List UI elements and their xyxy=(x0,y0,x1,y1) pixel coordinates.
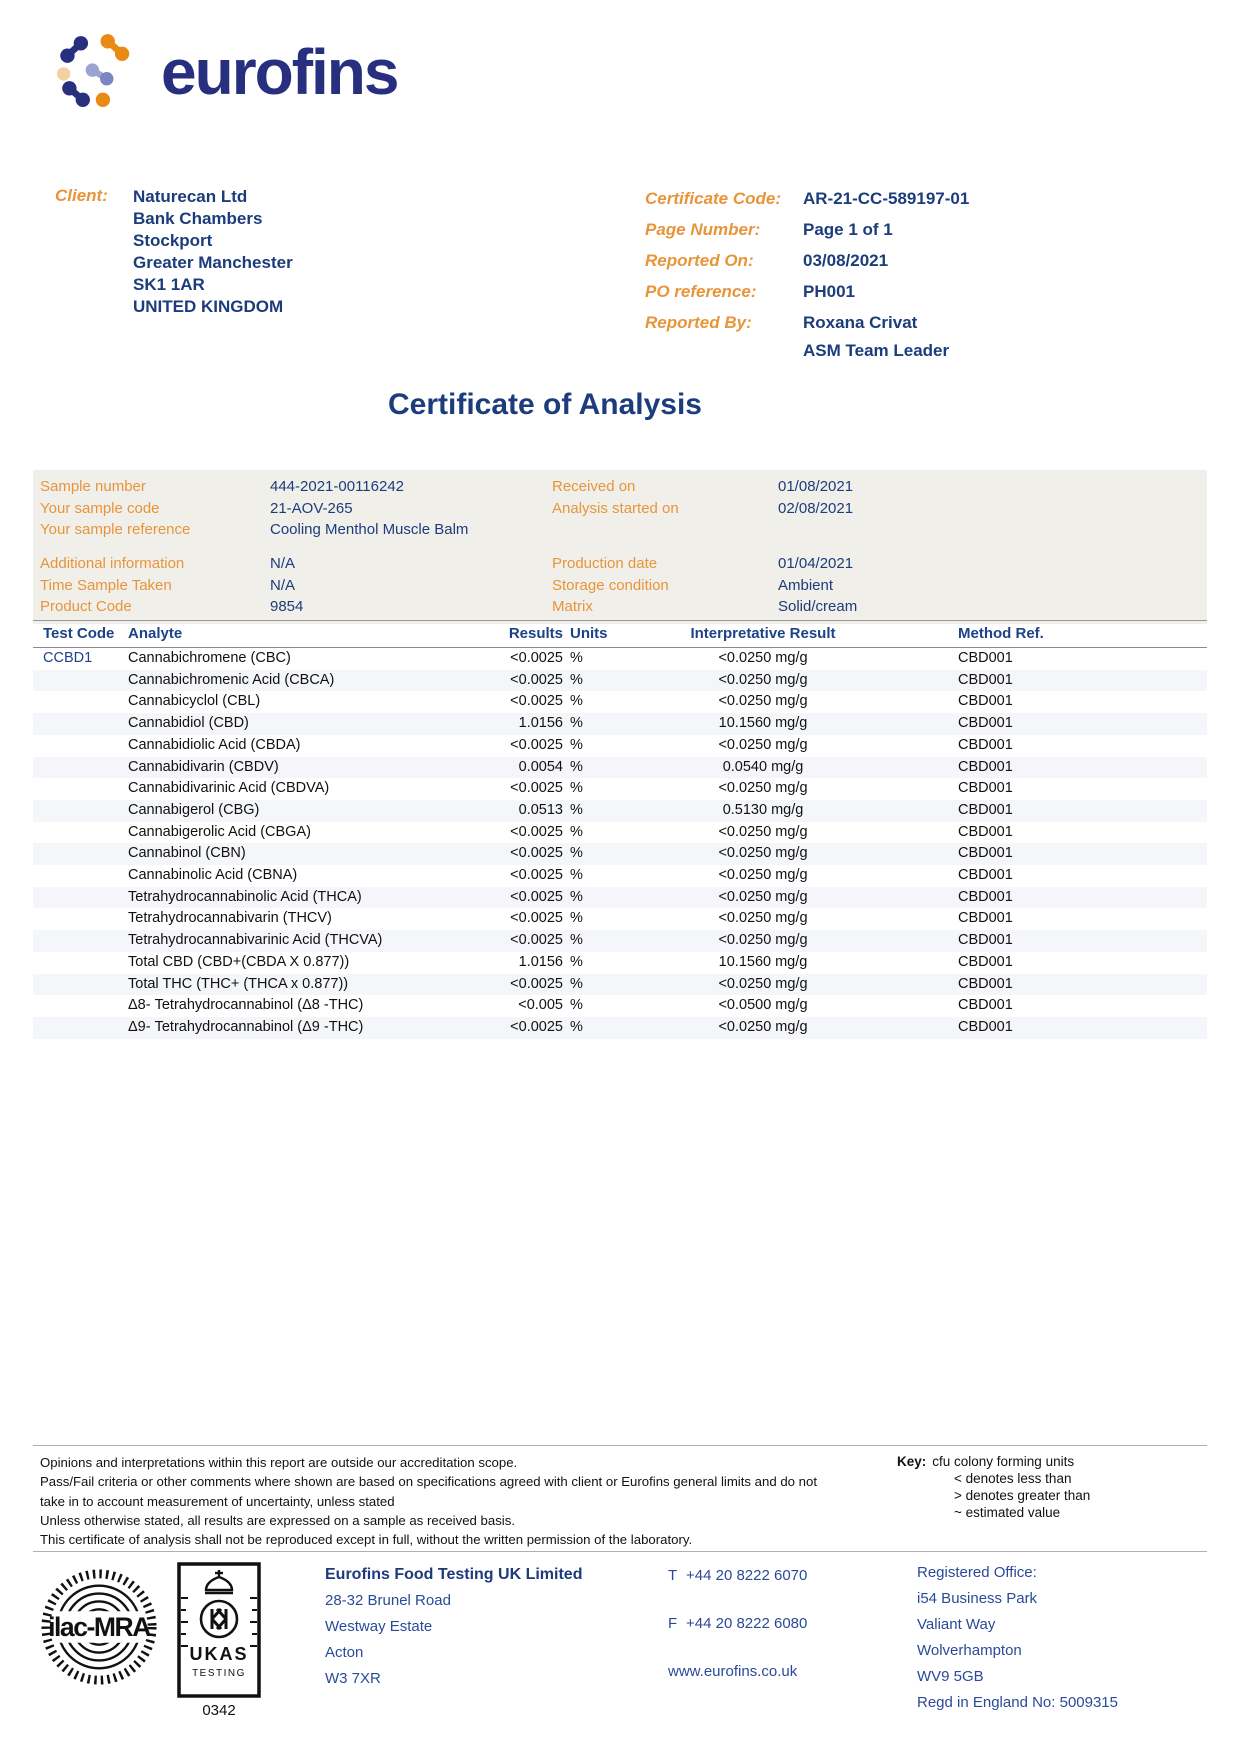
client-address-line: Naturecan Ltd xyxy=(133,187,248,206)
sample-info-value: Ambient xyxy=(778,576,834,594)
sample-info-value: 444-2021-00116242 xyxy=(270,478,405,495)
sample-info-row xyxy=(40,519,1207,541)
cell-method-ref: CBD001 xyxy=(958,758,1013,775)
cell-analyte: Δ9- Tetrahydrocannabinol (Δ9 -THC) xyxy=(128,1018,364,1035)
sample-info-value: 02/08/2021 xyxy=(778,499,854,517)
table-row xyxy=(33,800,1207,822)
sample-info-value: Cooling Menthol Muscle Balm xyxy=(270,521,469,538)
svg-text:ilac-MRA: ilac-MRA xyxy=(48,1611,150,1642)
cell-unit: % xyxy=(570,997,583,1014)
client-address-line: Stockport xyxy=(133,231,213,250)
cell-unit: % xyxy=(570,801,583,818)
cell-interpretative-result: <0.0500 mg/g xyxy=(718,997,808,1014)
cell-method-ref: CBD001 xyxy=(958,823,1013,840)
cell-analyte: Cannabidiol (CBD) xyxy=(128,715,249,732)
key-lines xyxy=(897,1470,1197,1521)
meta-value: PH001 xyxy=(803,282,855,301)
fax-label: F xyxy=(668,1615,678,1632)
cell-interpretative-result: <0.0250 mg/g xyxy=(718,975,808,992)
sample-info-label: Additional information xyxy=(40,555,185,572)
table-row xyxy=(33,670,1207,692)
cell-unit: % xyxy=(570,693,583,710)
ukas-number: 0342 xyxy=(202,1702,236,1719)
svg-text:UKAS: UKAS xyxy=(189,1644,249,1664)
cell-unit: % xyxy=(570,671,583,688)
results-table xyxy=(33,620,1207,1039)
cell-unit: % xyxy=(570,736,583,753)
ukas-testing-logo-icon xyxy=(177,1562,261,1698)
sample-info-value: Solid/cream xyxy=(778,598,858,615)
cell-result: <0.0025 xyxy=(510,650,563,666)
registered-office-line: Wolverhampton xyxy=(917,1642,1022,1659)
fax-number: +44 20 8222 6080 xyxy=(686,1615,808,1632)
client-block xyxy=(55,186,293,318)
svg-text:TESTING: TESTING xyxy=(192,1668,246,1679)
sample-info-value: N/A xyxy=(270,555,296,572)
header-units: Units xyxy=(570,625,608,642)
client-label: Client: xyxy=(55,186,108,205)
table-row xyxy=(33,757,1207,779)
cell-analyte: Total THC (THC+ (THCA x 0.877)) xyxy=(128,975,349,992)
cell-test-code xyxy=(43,908,128,930)
table-row xyxy=(33,843,1207,865)
key-line: > denotes greater than xyxy=(954,1488,1091,1503)
cell-result: <0.005 xyxy=(518,997,563,1014)
cell-unit: % xyxy=(570,780,583,797)
sample-info-label: Time Sample Taken xyxy=(40,576,172,594)
phone-number: +44 20 8222 6070 xyxy=(686,1567,808,1584)
cell-test-code xyxy=(43,735,128,757)
cell-interpretative-result: 10.1560 mg/g xyxy=(718,715,808,732)
phone-label: T xyxy=(668,1567,678,1584)
cell-method-ref: CBD001 xyxy=(958,888,1013,905)
cell-test-code xyxy=(43,887,128,909)
key-line: < denotes less than xyxy=(954,1471,1072,1486)
cell-interpretative-result: <0.0250 mg/g xyxy=(718,845,808,862)
results-table-header xyxy=(33,620,1207,648)
cell-test-code xyxy=(43,757,128,779)
cell-interpretative-result: 10.1560 mg/g xyxy=(718,953,808,970)
table-row xyxy=(33,778,1207,800)
sample-info-value: 9854 xyxy=(270,598,304,615)
disclaimer-block xyxy=(40,1453,860,1549)
cell-test-code: CCBD1 xyxy=(43,650,93,666)
cell-result: 0.0054 xyxy=(518,758,563,775)
key-block xyxy=(897,1453,1197,1521)
cell-method-ref: CBD001 xyxy=(958,780,1013,797)
cell-method-ref: CBD001 xyxy=(958,736,1013,753)
results-table-body xyxy=(33,648,1207,1039)
cell-analyte: Cannabigerolic Acid (CBGA) xyxy=(128,823,311,840)
cell-analyte: Cannabicyclol (CBL) xyxy=(128,693,261,710)
company-address-line: Acton xyxy=(325,1644,364,1661)
cell-test-code xyxy=(43,670,128,692)
cell-test-code xyxy=(43,778,128,800)
cell-analyte: Tetrahydrocannabivarin (THCV) xyxy=(128,910,332,927)
cell-test-code xyxy=(43,995,128,1017)
sample-info-row xyxy=(40,498,1207,520)
cell-unit: % xyxy=(570,650,583,666)
cell-result: <0.0025 xyxy=(510,823,563,840)
meta-row xyxy=(645,219,1125,241)
cell-unit: % xyxy=(570,910,583,927)
ilac-mra-logo-icon xyxy=(40,1568,158,1686)
meta-value: Page 1 of 1 xyxy=(803,220,893,239)
sample-info-label: Product Code xyxy=(40,598,132,615)
registered-office-line: Registered Office: xyxy=(917,1564,1037,1581)
header-analyte: Analyte xyxy=(128,625,183,642)
cell-method-ref: CBD001 xyxy=(958,650,1013,666)
registered-office-line: WV9 5GB xyxy=(917,1668,984,1685)
cell-result: <0.0025 xyxy=(510,910,563,927)
cell-unit: % xyxy=(570,888,583,905)
sample-info-label: Matrix xyxy=(552,598,593,615)
sample-info-value: 01/08/2021 xyxy=(778,478,854,495)
sample-info-value: N/A xyxy=(270,576,296,594)
cell-unit: % xyxy=(570,867,583,884)
cell-test-code xyxy=(43,974,128,996)
disclaimer-line: Pass/Fail criteria or other comments where shown are based on specifications agreed with client or Eurofins general limits and do not xyxy=(40,1474,817,1490)
cell-method-ref: CBD001 xyxy=(958,953,1013,970)
cell-interpretative-result: <0.0250 mg/g xyxy=(718,671,808,688)
cell-analyte: Cannabichromene (CBC) xyxy=(128,650,291,666)
cell-interpretative-result: 0.0540 mg/g xyxy=(722,758,804,775)
table-row xyxy=(33,908,1207,930)
cell-analyte: Cannabidivarinic Acid (CBDVA) xyxy=(128,780,330,797)
sample-info-row xyxy=(40,553,1207,575)
cell-interpretative-result: <0.0250 mg/g xyxy=(718,1018,808,1035)
sample-info-value xyxy=(778,519,1207,541)
cell-analyte: Tetrahydrocannabivarinic Acid (THCVA) xyxy=(128,932,383,949)
sample-info-label xyxy=(552,519,778,541)
cell-result: 0.0513 xyxy=(518,801,563,818)
cell-unit: % xyxy=(570,845,583,862)
cell-unit: % xyxy=(570,975,583,992)
cell-analyte: Cannabidiolic Acid (CBDA) xyxy=(128,736,301,753)
cell-analyte: Cannabigerol (CBG) xyxy=(128,801,260,818)
sample-info-label: Sample number xyxy=(40,478,146,495)
fax-row xyxy=(668,1615,807,1632)
cell-interpretative-result: <0.0250 mg/g xyxy=(718,650,808,666)
table-row xyxy=(33,930,1207,952)
key-first-line xyxy=(897,1453,1197,1470)
cell-method-ref: CBD001 xyxy=(958,997,1013,1014)
client-address-line: SK1 1AR xyxy=(133,275,205,294)
cell-test-code xyxy=(43,691,128,713)
cell-interpretative-result: <0.0250 mg/g xyxy=(718,823,808,840)
eurofins-logo-text: eurofins xyxy=(161,36,398,108)
cell-method-ref: CBD001 xyxy=(958,910,1013,927)
cell-test-code xyxy=(43,843,128,865)
meta-row xyxy=(645,312,1125,334)
cell-result: <0.0025 xyxy=(510,1018,563,1035)
cell-interpretative-result: <0.0250 mg/g xyxy=(718,888,808,905)
page-title: Certificate of Analysis xyxy=(388,388,702,421)
sample-info-label: Your sample code xyxy=(40,499,160,517)
sample-info-value: 01/04/2021 xyxy=(778,555,854,572)
cell-test-code xyxy=(43,865,128,887)
cell-analyte: Cannabinol (CBN) xyxy=(128,845,246,862)
sample-info-row xyxy=(40,596,1207,618)
key-line: ~ estimated value xyxy=(954,1505,1061,1520)
cell-interpretative-result: <0.0250 mg/g xyxy=(718,867,808,884)
cell-unit: % xyxy=(570,823,583,840)
cell-method-ref: CBD001 xyxy=(958,1018,1013,1035)
cell-result: <0.0025 xyxy=(510,780,563,797)
cell-analyte: Total CBD (CBD+(CBDA X 0.877)) xyxy=(128,953,350,970)
divider-line xyxy=(33,1551,1207,1552)
sample-info-label: Your sample reference xyxy=(40,521,191,538)
table-row xyxy=(33,735,1207,757)
cell-method-ref: CBD001 xyxy=(958,801,1013,818)
eurofins-logo xyxy=(55,30,397,114)
company-name: Eurofins Food Testing UK Limited xyxy=(325,1566,583,1583)
meta-value: 03/08/2021 xyxy=(803,251,889,270)
disclaimer-line: take in to account measurement of uncertainty, unless stated xyxy=(40,1493,395,1509)
client-address-line: Greater Manchester xyxy=(133,253,293,272)
cell-method-ref: CBD001 xyxy=(958,932,1013,949)
meta-label: Page Number: xyxy=(645,220,761,239)
cell-result: 1.0156 xyxy=(518,715,563,732)
divider-line xyxy=(33,1445,1207,1446)
company-address-lines xyxy=(325,1588,582,1692)
meta-label: Certificate Code: xyxy=(645,189,782,208)
meta-row xyxy=(645,250,1125,272)
sample-info-row xyxy=(40,575,1207,597)
meta-value: AR-21-CC-589197-01 xyxy=(803,189,970,208)
meta-row xyxy=(645,281,1125,303)
cell-analyte: Cannabichromenic Acid (CBCA) xyxy=(128,671,335,688)
cell-result: <0.0025 xyxy=(510,671,563,688)
cell-test-code xyxy=(43,930,128,952)
disclaimer-line: This certificate of analysis shall not be reproduced except in full, without the written permission of the laboratory. xyxy=(40,1532,693,1548)
table-row xyxy=(33,995,1207,1017)
table-row xyxy=(33,952,1207,974)
key-label: Key: xyxy=(897,1454,927,1469)
eurofins-logo-dots-icon xyxy=(55,30,147,114)
cell-result: <0.0025 xyxy=(510,845,563,862)
cell-test-code xyxy=(43,1017,128,1039)
cell-unit: % xyxy=(570,953,583,970)
disclaimer-line: Unless otherwise stated, all results are expressed on a sample as received basis. xyxy=(40,1512,515,1528)
cell-analyte: Cannabidivarin (CBDV) xyxy=(128,758,279,775)
cell-method-ref: CBD001 xyxy=(958,845,1013,862)
website-url: www.eurofins.co.uk xyxy=(668,1663,798,1680)
meta-value: Roxana Crivat xyxy=(803,313,918,332)
cell-result: <0.0025 xyxy=(510,932,563,949)
table-row xyxy=(33,974,1207,996)
sample-info-block-1 xyxy=(33,470,1207,547)
header-results: Results xyxy=(508,625,563,642)
registered-office-line: Valiant Way xyxy=(917,1616,996,1633)
cell-interpretative-result: <0.0250 mg/g xyxy=(718,932,808,949)
header-test-code: Test Code xyxy=(43,625,115,642)
sample-info-label: Analysis started on xyxy=(552,499,679,517)
phone-row xyxy=(668,1567,807,1584)
table-row xyxy=(33,865,1207,887)
company-address-line: 28-32 Brunel Road xyxy=(325,1592,451,1609)
cell-test-code xyxy=(43,822,128,844)
table-row xyxy=(33,887,1207,909)
cell-method-ref: CBD001 xyxy=(958,671,1013,688)
sample-info-label: Received on xyxy=(552,478,636,495)
cell-interpretative-result: <0.0250 mg/g xyxy=(718,780,808,797)
website-row xyxy=(668,1663,807,1680)
company-address-line: W3 7XR xyxy=(325,1670,381,1687)
reported-by-title: ASM Team Leader xyxy=(803,341,950,360)
header-method-ref: Method Ref. xyxy=(958,625,1044,642)
contact-block xyxy=(668,1567,807,1711)
meta-label: PO reference: xyxy=(645,282,757,301)
cell-interpretative-result: <0.0250 mg/g xyxy=(718,693,808,710)
meta-label: Reported On: xyxy=(645,251,754,270)
sample-info-value: 21-AOV-265 xyxy=(270,499,353,517)
client-address-line: UNITED KINGDOM xyxy=(133,297,284,316)
cell-unit: % xyxy=(570,715,583,732)
sample-info-label: Storage condition xyxy=(552,576,669,594)
header-interpretative-result: Interpretative Result xyxy=(690,625,836,642)
disclaimer-line: Opinions and interpretations within this report are outside our accreditation scope. xyxy=(40,1455,518,1470)
registered-office-block xyxy=(917,1560,1118,1716)
registered-office-line: i54 Business Park xyxy=(917,1590,1038,1607)
cell-method-ref: CBD001 xyxy=(958,693,1013,710)
cell-unit: % xyxy=(570,758,583,775)
cell-interpretative-result: 0.5130 mg/g xyxy=(722,801,804,818)
key-first-text: cfu colony forming units xyxy=(932,1454,1075,1469)
cell-result: 1.0156 xyxy=(518,953,563,970)
cell-result: <0.0025 xyxy=(510,736,563,753)
table-row xyxy=(33,691,1207,713)
table-row xyxy=(33,822,1207,844)
cell-analyte: Cannabinolic Acid (CBNA) xyxy=(128,867,298,884)
certificate-meta-block xyxy=(645,188,1125,343)
cell-method-ref: CBD001 xyxy=(958,867,1013,884)
client-address-line: Bank Chambers xyxy=(133,209,263,228)
sample-info-row xyxy=(40,476,1207,498)
cell-interpretative-result: <0.0250 mg/g xyxy=(718,910,808,927)
cell-analyte: Δ8- Tetrahydrocannabinol (Δ8 -THC) xyxy=(128,997,364,1014)
cell-result: <0.0025 xyxy=(510,975,563,992)
meta-row xyxy=(645,188,1125,210)
company-address-line: Westway Estate xyxy=(325,1618,433,1635)
cell-test-code xyxy=(43,800,128,822)
cell-test-code xyxy=(43,713,128,735)
table-row xyxy=(33,648,1207,670)
sample-info-block-2 xyxy=(33,547,1207,624)
cell-method-ref: CBD001 xyxy=(958,715,1013,732)
cell-result: <0.0025 xyxy=(510,888,563,905)
table-row xyxy=(33,1017,1207,1039)
cell-unit: % xyxy=(570,932,583,949)
cell-result: <0.0025 xyxy=(510,867,563,884)
sample-info-label: Production date xyxy=(552,555,658,572)
cell-test-code xyxy=(43,952,128,974)
cell-unit: % xyxy=(570,1018,583,1035)
company-address-block xyxy=(325,1562,582,1692)
table-row xyxy=(33,713,1207,735)
cell-analyte: Tetrahydrocannabinolic Acid (THCA) xyxy=(128,888,362,905)
registered-office-line: Regd in England No: 5009315 xyxy=(917,1694,1118,1711)
cell-result: <0.0025 xyxy=(510,693,563,710)
client-address xyxy=(133,186,293,318)
cell-interpretative-result: <0.0250 mg/g xyxy=(718,736,808,753)
meta-label: Reported By: xyxy=(645,313,752,332)
cell-method-ref: CBD001 xyxy=(958,975,1013,992)
